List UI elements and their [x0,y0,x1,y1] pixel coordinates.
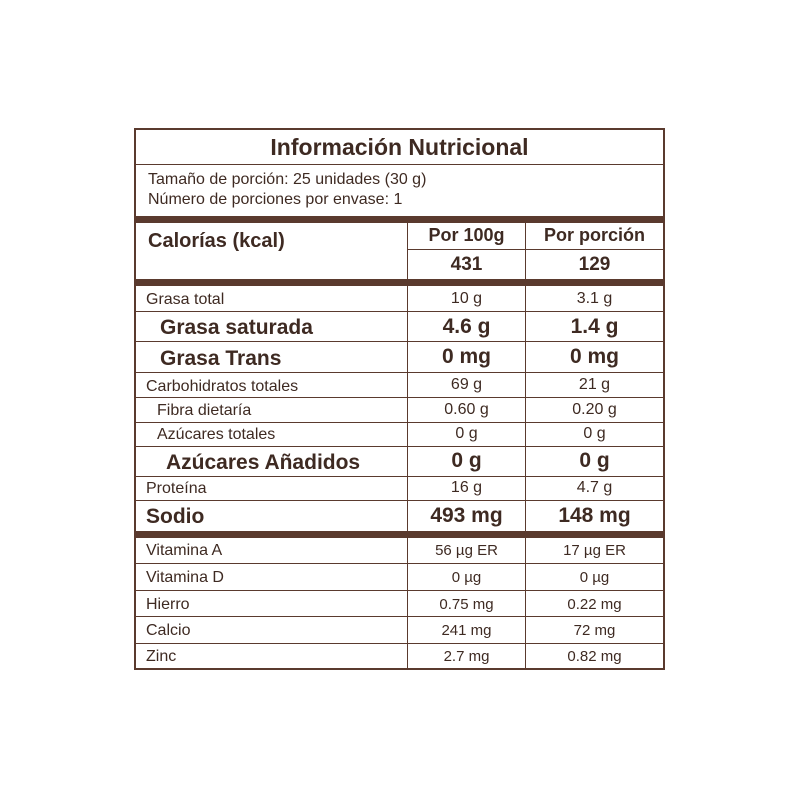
nutrient-per-serving: 0 g [583,425,606,442]
nutrient-per-serving: 4.7 g [576,479,613,496]
vitamin-per-serving: 0.82 mg [567,648,622,665]
vitamin-name: Vitamina A [146,542,223,559]
calories-label: Calorías (kcal) [148,230,285,252]
vitamin-per-serving: 0 µg [579,569,610,586]
row-divider [136,590,663,591]
servings-per-container: Número de porciones por envase: 1 [148,191,403,208]
calories-per-serving: 129 [578,254,611,275]
vitamin-name: Hierro [146,596,190,613]
nutrient-per-100g: 10 g [450,290,483,307]
nutrient-per-serving: 0.20 g [572,401,617,418]
nutrient-per-serving: 21 g [578,376,611,393]
nutrient-name: Fibra dietaría [157,402,252,419]
row-divider [136,311,663,312]
nutrient-per-100g: 0.60 g [444,401,489,418]
nutrient-per-serving: 0 mg [569,345,619,368]
nutrient-name: Grasa total [146,291,225,308]
thick-divider [136,279,663,286]
row-divider [136,616,663,617]
per-serving-header: Por porción [543,225,645,245]
row-divider [136,341,663,342]
row-divider [136,446,663,447]
nutrient-per-100g: 0 g [455,425,478,442]
row-divider [136,643,663,644]
vitamin-per-100g: 0.75 mg [439,596,494,613]
thick-divider [136,216,663,223]
divider [136,164,663,165]
row-divider [136,397,663,398]
nutrient-per-serving: 148 mg [558,504,631,527]
row-divider [136,476,663,477]
header-underline [407,249,663,250]
nutrient-name: Grasa saturada [160,316,313,339]
nutrient-per-100g: 4.6 g [442,315,491,338]
row-divider [136,372,663,373]
nutrient-name: Proteína [146,480,207,497]
nutrient-per-100g: 16 g [450,479,483,496]
row-divider [136,500,663,501]
row-divider [136,563,663,564]
nutrient-per-serving: 0 g [579,449,610,472]
vitamin-per-100g: 0 µg [451,569,482,586]
nutrient-per-100g: 69 g [450,376,483,393]
vitamin-per-100g: 241 mg [441,622,492,639]
thick-divider [136,531,663,538]
serving-size: Tamaño de porción: 25 unidades (30 g) [148,171,427,188]
per-100g-header: Por 100g [428,225,505,245]
nutrient-per-serving: 1.4 g [570,315,619,338]
row-divider [136,422,663,423]
vitamin-name: Zinc [146,648,177,665]
vitamin-per-serving: 0.22 mg [567,596,622,613]
nutrient-name: Azúcares totales [157,426,276,443]
nutrient-per-100g: 493 mg [430,504,503,527]
vitamin-per-serving: 17 µg ER [563,542,626,559]
vitamin-per-100g: 2.7 mg [443,648,490,665]
calories-per-100g: 431 [450,254,483,275]
nutrient-name: Sodio [146,505,205,528]
nutrition-facts-label [134,128,665,670]
vitamin-per-serving: 72 mg [573,622,616,639]
vitamin-name: Calcio [146,622,191,639]
label-title: Información Nutricional [270,134,529,160]
nutrient-name: Grasa Trans [160,347,282,370]
nutrient-per-100g: 0 g [451,449,482,472]
nutrient-per-serving: 3.1 g [576,290,613,307]
nutrient-per-100g: 0 mg [441,345,491,368]
vitamin-name: Vitamina D [146,569,224,586]
vitamin-per-100g: 56 µg ER [435,542,498,559]
nutrient-name: Azúcares Añadidos [166,451,361,474]
nutrient-name: Carbohidratos totales [146,378,299,395]
